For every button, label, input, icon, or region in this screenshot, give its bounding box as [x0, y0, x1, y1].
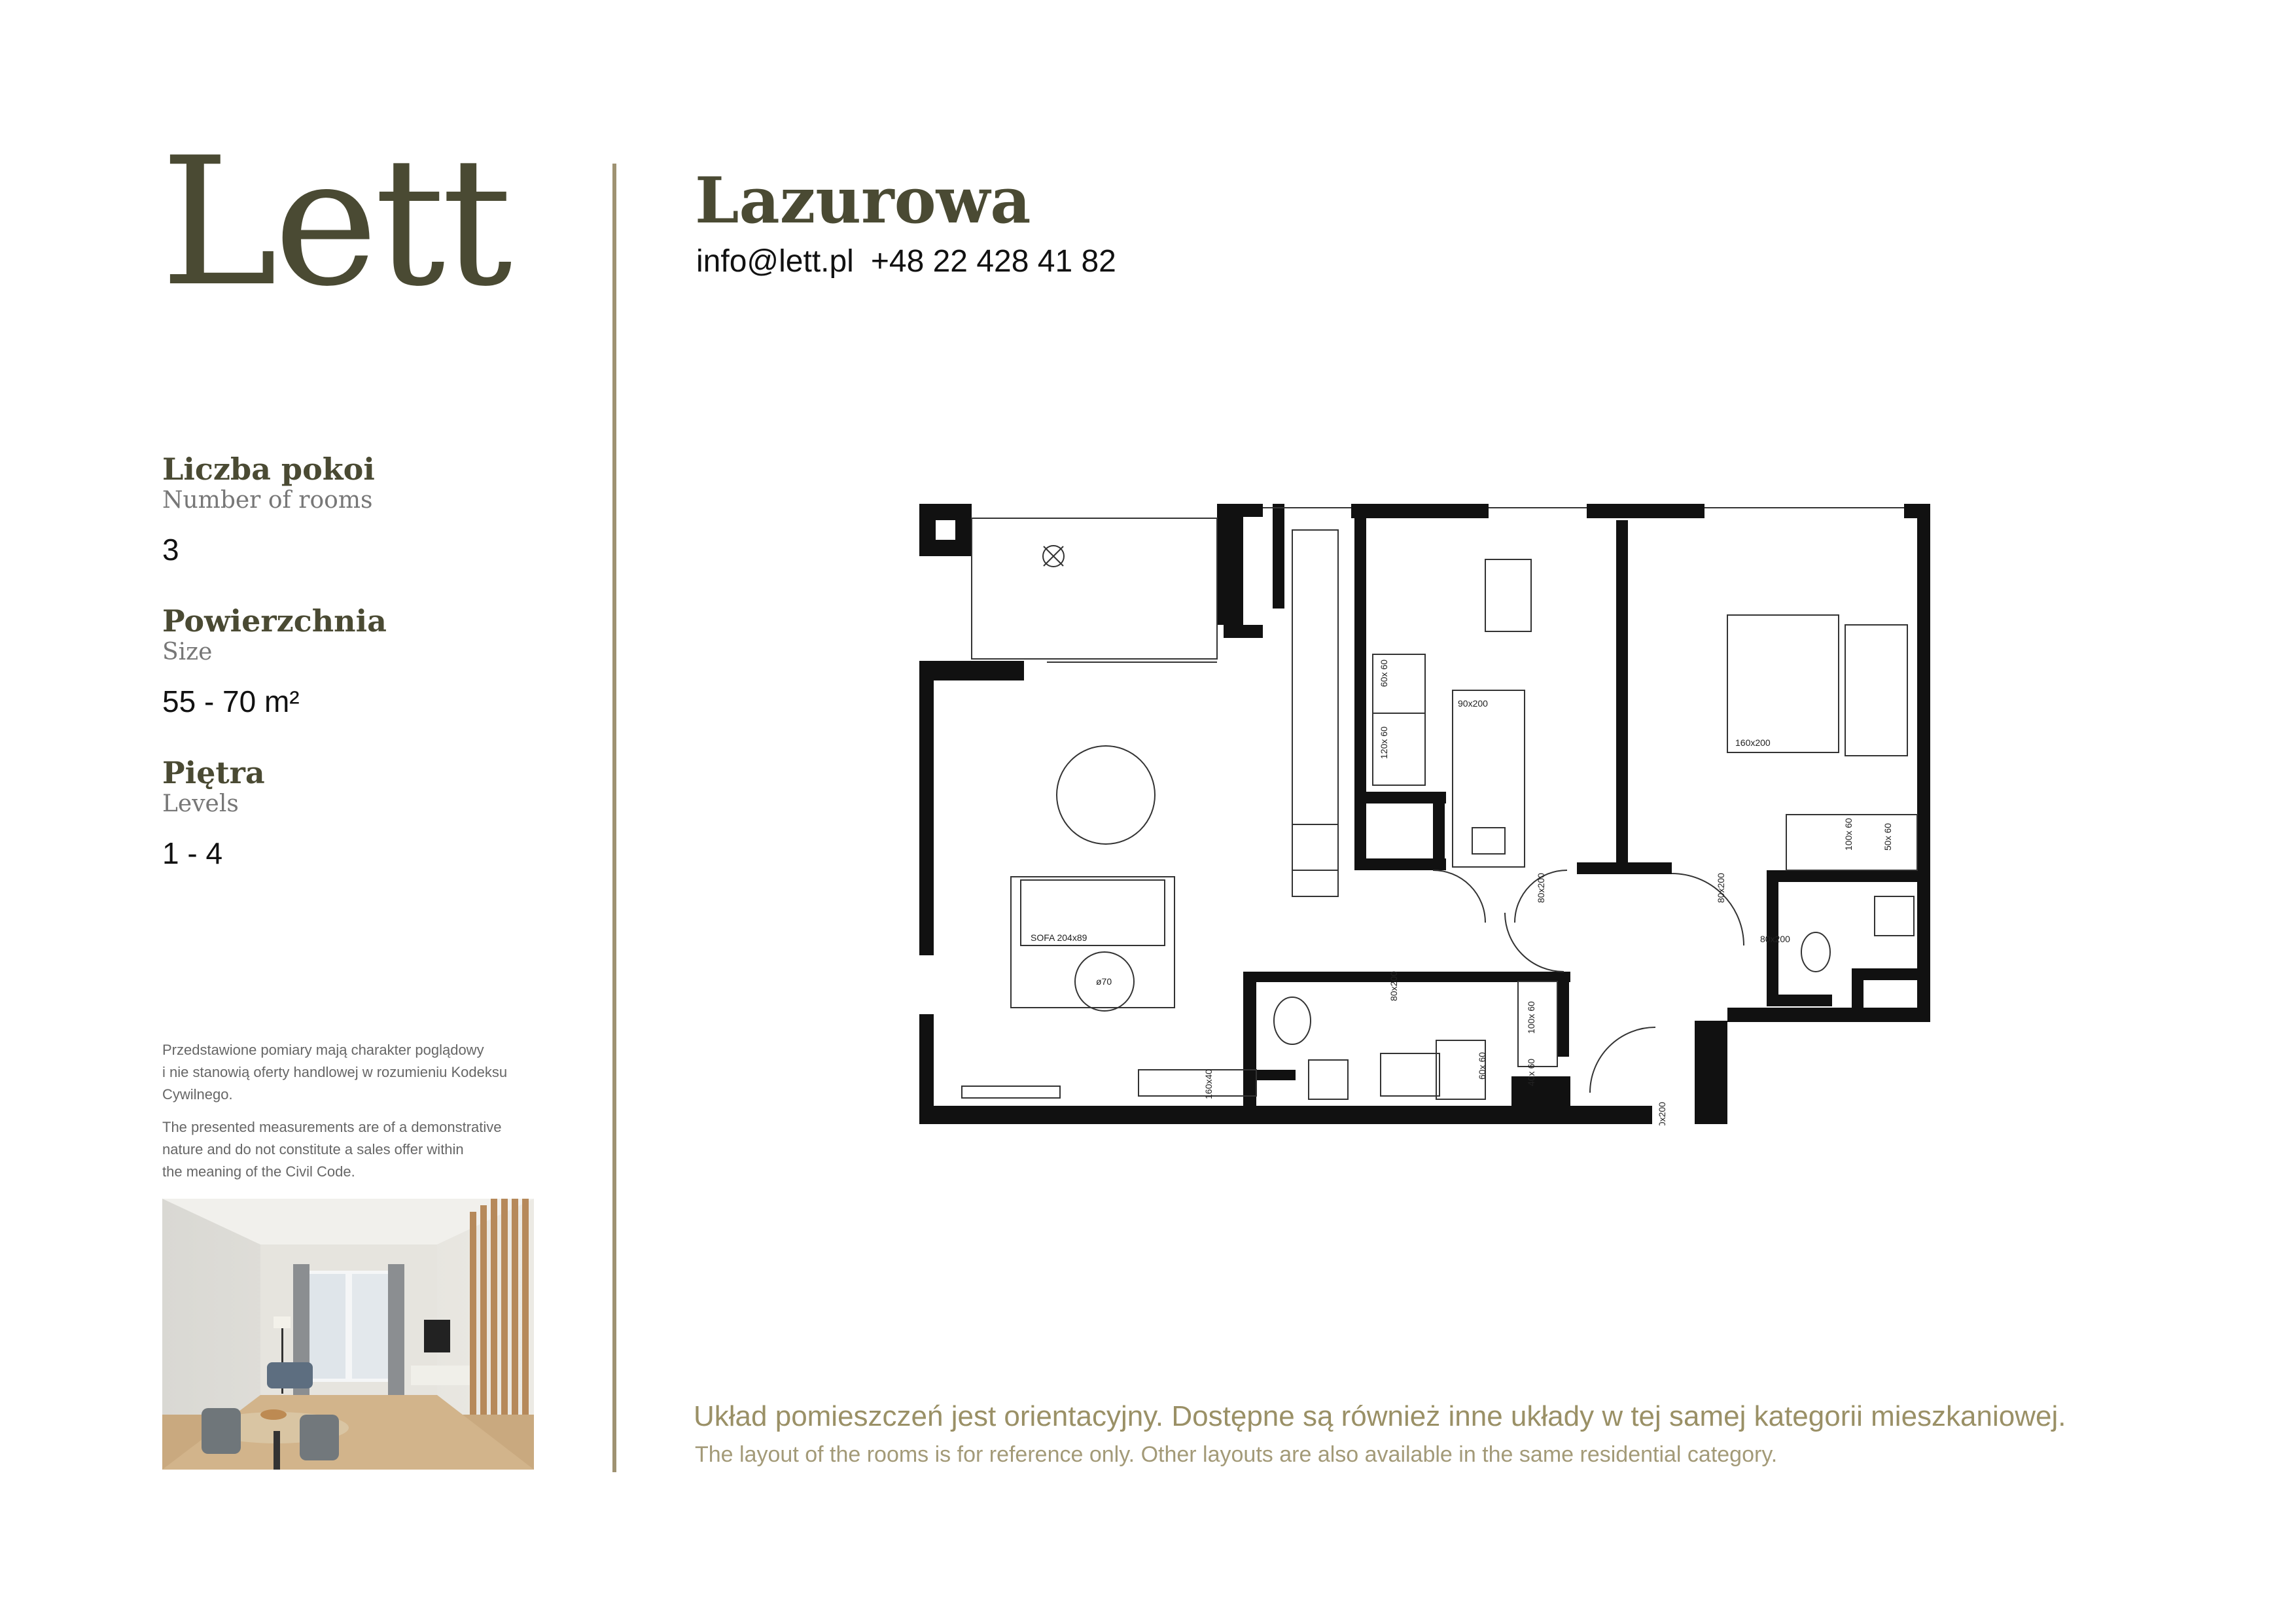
layout-note-pl: Układ pomieszczeń jest orientacyjny. Dostępne są również inne układy w tej samej kategorii mieszkaniowej. — [694, 1400, 2066, 1432]
stat-sublabel: Size — [162, 639, 213, 665]
layout-note-en: The layout of the rooms is for reference only. Other layouts are also available in the same residential category. — [695, 1442, 1778, 1467]
plan-label-bed-single: 90x200 — [1458, 698, 1488, 709]
stat-value: 1 - 4 — [162, 836, 223, 870]
plan-label-wardrobe-1: 60x 60 — [1379, 659, 1389, 687]
stat-sublabel: Levels — [162, 790, 239, 817]
stat-rooms — [162, 451, 375, 567]
stat-size — [162, 603, 387, 719]
page-title: Lazurowa — [695, 164, 1031, 238]
plan-label-door-3: 80x200 — [1760, 934, 1790, 944]
stat-value: 55 - 70 m² — [162, 684, 300, 718]
contact-phone[interactable]: +48 22 428 41 82 — [870, 244, 1116, 279]
disclaimer-line: The presented measurements are of a demonstrative — [162, 1119, 502, 1135]
floor-plan — [910, 484, 1930, 1129]
plan-label-sofa: SOFA 204x89 — [1031, 932, 1087, 943]
plan-label-door-4: 80x200 — [1388, 971, 1399, 1001]
contact-email[interactable]: info@lett.pl — [696, 244, 854, 279]
plan-label-door-1: 80x200 — [1536, 873, 1546, 903]
vertical-divider — [612, 164, 616, 1472]
stat-label: Piętra — [162, 755, 265, 790]
disclaimer-line: nature and do not constitute a sales offer within — [162, 1141, 464, 1157]
stat-label: Powierzchnia — [162, 603, 387, 639]
disclaimer-line: Przedstawione pomiary mają charakter poglądowy — [162, 1042, 484, 1058]
disclaimer-line: the meaning of the Civil Code. — [162, 1163, 355, 1180]
stat-label: Liczba pokoi — [162, 451, 375, 487]
contact-info — [696, 243, 1133, 279]
brand-logo: Lett — [160, 119, 509, 325]
plan-label-table: ø70 — [1096, 976, 1112, 987]
plan-label-wardrobe-7: 60x 60 — [1477, 1051, 1487, 1080]
plan-label-wardrobe-2: 120x 60 — [1379, 726, 1389, 759]
plan-label-door-entry: 90x200 — [1657, 1102, 1667, 1125]
disclaimer-pl — [162, 1039, 555, 1106]
interior-photo — [162, 1199, 534, 1470]
plan-label-door-2: 80x200 — [1716, 873, 1726, 903]
plan-label-wardrobe-4: 50x 60 — [1882, 822, 1893, 851]
stat-value: 3 — [162, 533, 179, 567]
plan-label-tv: 160x40 — [1203, 1069, 1214, 1099]
stat-levels — [162, 755, 265, 871]
plan-label-wardrobe-5: 100x 60 — [1526, 1001, 1536, 1034]
plan-label-wardrobe-6: 40x 60 — [1526, 1058, 1536, 1086]
plan-label-wardrobe-3: 100x 60 — [1843, 818, 1854, 851]
disclaimer-line: Cywilnego. — [162, 1086, 233, 1103]
plan-label-bed-double: 160x200 — [1735, 737, 1771, 748]
stat-sublabel: Number of rooms — [162, 487, 373, 514]
disclaimer-line: i nie stanowią oferty handlowej w rozumieniu Kodeksu — [162, 1064, 508, 1080]
disclaimer-en — [162, 1116, 555, 1183]
